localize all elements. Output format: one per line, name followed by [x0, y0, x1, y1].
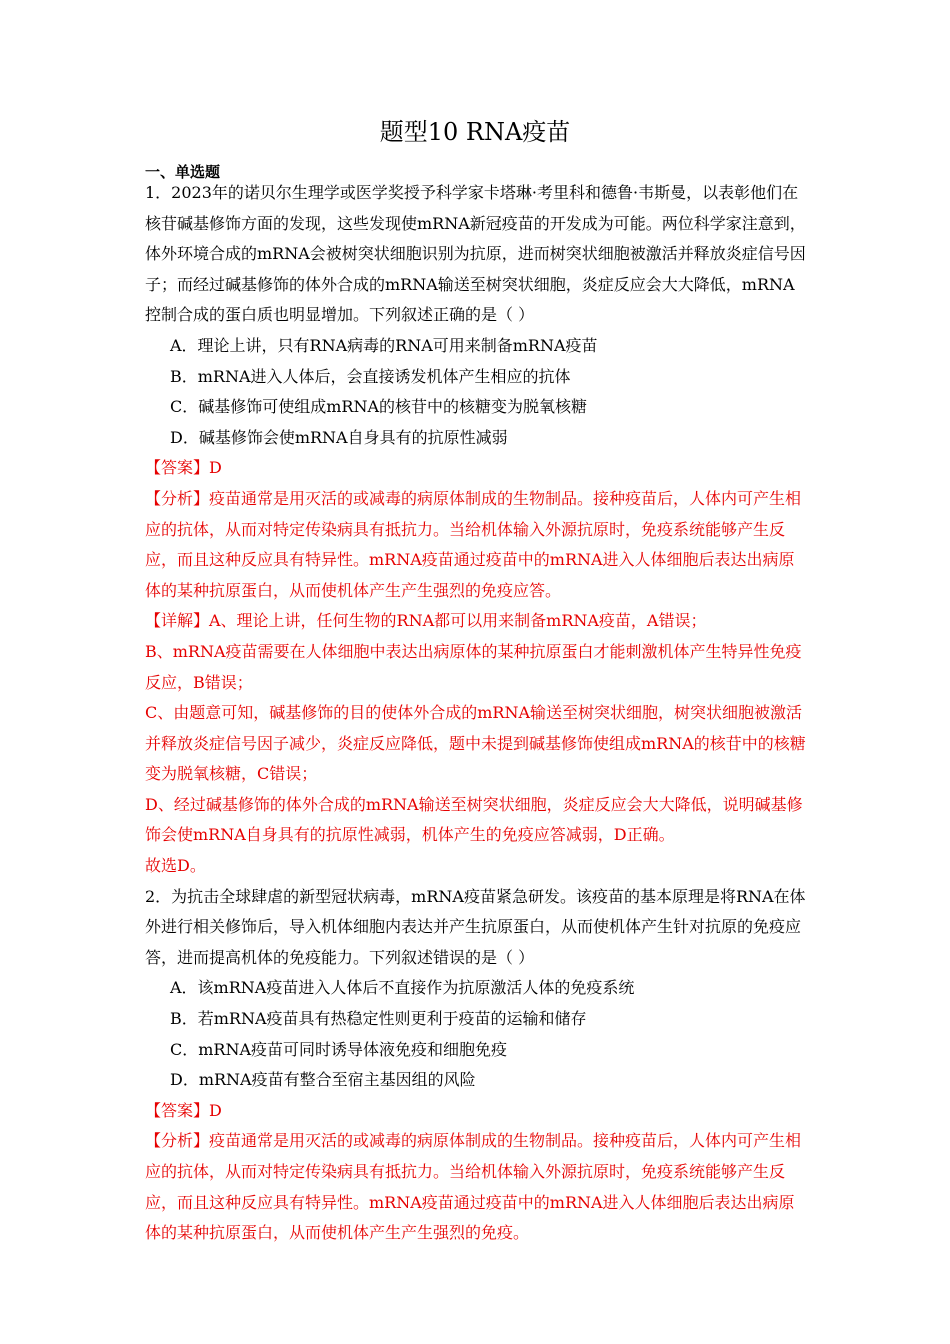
- question-1-option-a: A．理论上讲，只有RNA病毒的RNA可用来制备mRNA疫苗: [170, 335, 598, 355]
- question-1-option-c: C．碱基修饰可使组成mRNA的核苷中的核糖变为脱氧核糖: [170, 397, 588, 417]
- question-2-stem: 2．为抗击全球肆虐的新型冠状病毒，mRNA疫苗紧急研发。该疫苗的基本原理是将RNA在体外进行相关修饰后，导入机体细胞内表达并产生抗原蛋白，从而使机体产生针对抗原的免疫应答，进而提高机体的免疫能力。下列叙述错误的是（ ）: [145, 886, 806, 967]
- question-2-option-d: D．mRNA疫苗有整合至宿主基因组的风险: [170, 1070, 476, 1090]
- question-1-stem: 1．2023年的诺贝尔生理学或医学奖授予科学家卡塔琳·考里科和德鲁·韦斯曼，以表彰他们在核苷碱基修饰方面的发现，这些发现使mRNA新冠疫苗的开发成为可能。两位科学家注意到，体外环境合成的mRNA会被树突状细胞识别为抗原，进而树突状细胞被激活并释放炎症信号因子；而经过碱基修饰的体外合成的mRNA输送至树突状细胞，炎症反应会大大降低，mRNA控制合成的蛋白质也明显增加。下列叙述正确的是（ ）: [145, 183, 806, 325]
- section-heading: 一、单选题: [145, 163, 221, 181]
- question-1-answer: 【答案】D: [145, 458, 222, 478]
- question-1-analysis: 【分析】疫苗通常是用灭活的或减毒的病原体制成的生物制品。接种疫苗后，人体内可产生相应的抗体，从而对特定传染病具有抵抗力。当给机体输入外源抗原时，免疫系统能够产生反应，而且这种反应具有特异性。mRNA疫苗通过疫苗中的mRNA进入人体细胞后表达出病原体的某种抗原蛋白，从而使机体产生产生强烈的免疫应答。: [145, 488, 802, 600]
- question-1-detail-b: B、mRNA疫苗需要在人体细胞中表达出病原体的某种抗原蛋白才能刺激机体产生特异性免疫反应，B错误；: [145, 641, 802, 692]
- question-2-analysis: 【分析】疫苗通常是用灭活的或减毒的病原体制成的生物制品。接种疫苗后，人体内可产生相应的抗体，从而对特定传染病具有抵抗力。当给机体输入外源抗原时，免疫系统能够产生反应，而且这种反应具有特异性。mRNA疫苗通过疫苗中的mRNA进入人体细胞后表达出病原体的某种抗原蛋白，从而使机体产生产生强烈的免疫。: [145, 1131, 802, 1243]
- page-title: 题型10 RNA疫苗: [379, 118, 571, 146]
- question-2-answer: 【答案】D: [145, 1100, 222, 1120]
- question-2-option-a: A．该mRNA疫苗进入人体后不直接作为抗原激活人体的免疫系统: [170, 978, 635, 998]
- question-1-option-b: B．mRNA进入人体后，会直接诱发机体产生相应的抗体: [170, 366, 571, 386]
- question-1-detail-d: D、经过碱基修饰的体外合成的mRNA输送至树突状细胞，炎症反应会大大降低，说明碱基修饰会使mRNA自身具有的抗原性减弱，机体产生的免疫应答减弱，D正确。: [145, 794, 803, 845]
- question-1-option-d: D．碱基修饰会使mRNA自身具有的抗原性减弱: [170, 427, 508, 447]
- question-1-detail-c: C、由题意可知，碱基修饰的目的使体外合成的mRNA输送至树突状细胞，树突状细胞被激活并释放炎症信号因子减少，炎症反应降低，题中未提到碱基修饰使组成mRNA的核苷中的核糖变为脱氧核糖，C错误；: [145, 703, 806, 784]
- question-2-option-b: B．若mRNA疫苗具有热稳定性则更利于疫苗的运输和储存: [170, 1009, 587, 1029]
- question-2-option-c: C．mRNA疫苗可同时诱导体液免疫和细胞免疫: [170, 1039, 508, 1059]
- document-body: [145, 178, 807, 1249]
- question-1-conclusion: 故选D。: [145, 856, 206, 876]
- question-1-detail-a: 【详解】A、理论上讲，任何生物的RNA都可以用来制备mRNA疫苗，A错误；: [145, 611, 707, 631]
